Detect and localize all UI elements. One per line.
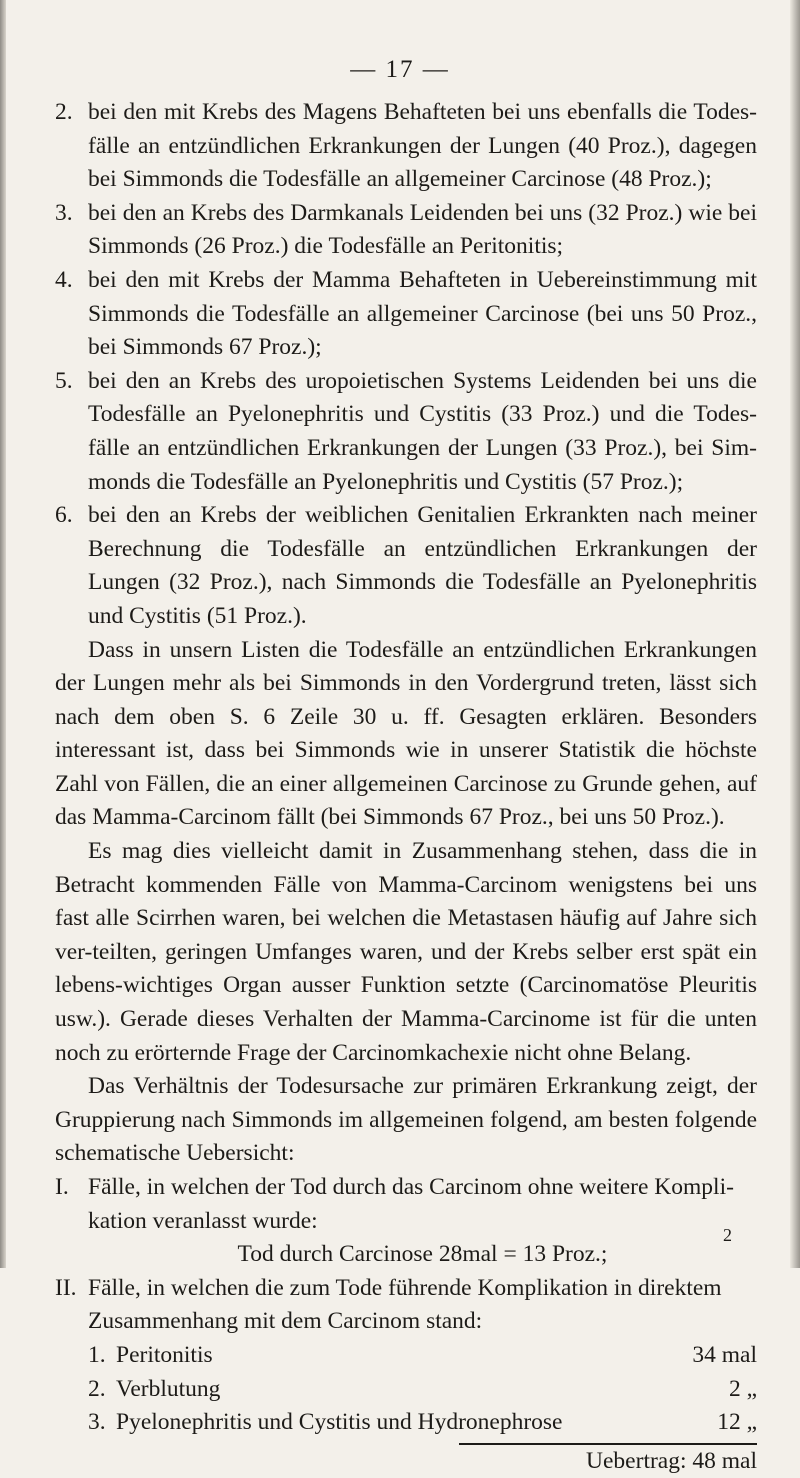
item-text: bei den an Krebs des uropoietischen Systems Leidenden bei uns die Todesfälle an Pyelonephritis und Cystitis (33 Proz.) und die Todes-fälle an entzündlichen Erkrankungen der Lungen (33 Proz.), bei Sim-monds die Todesfälle an Pyelonephritis und Cystitis (57 Proz.);	[88, 367, 757, 495]
row-value: 2 „	[728, 1375, 757, 1402]
list-item	[55, 96, 757, 197]
row-value: 12 „	[717, 1409, 757, 1436]
section-text: Fälle, in welchen der Tod durch das Carcinom ohne weitere Kompli-kation veranlasst wurde:	[88, 1174, 734, 1234]
row-number: 3.	[88, 1409, 106, 1436]
paragraph: Das Verhältnis der Todesursache zur primären Erkrankung zeigt, der Gruppierung nach Simmonds im allgemeinen folgend, am besten folgende schematische Uebersicht:	[55, 1073, 757, 1167]
paragraph: Dass in unsern Listen die Todesfälle an entzündlichen Erkrankungen der Lungen mehr als bei Simmonds in den Vordergrund treten, lässt sich nach dem oben S. 6 Zeile 30 u. ff. Gesagten erklären. Besonders interessant ist, dass bei Simmonds wie in unserer Statistik die höchste Zahl von Fällen, die an einer allgemeinen Carcinose zu Grunde gehen, auf das Mamma-Carcinom fällt (bei Simmonds 67 Proz., bei uns 50 Proz.).	[55, 636, 757, 831]
section-number: I.	[55, 1174, 69, 1200]
list-item	[55, 365, 757, 499]
item-text: bei den mit Krebs des Magens Behafteten bei uns ebenfalls die Todes-fälle an entzündlichen Erkrankungen der Lungen (40 Proz.), dagegen bei Simmonds die Todesfälle an allgemeiner Carcinose (48 Proz.);	[88, 99, 757, 193]
signature-mark: 2	[723, 1225, 732, 1245]
item-number: 2.	[55, 99, 73, 125]
item-text: bei den an Krebs des Darmkanals Leidenden bei uns (32 Proz.) wie bei Simmonds (26 Proz.) die Todesfälle an Peritonitis;	[88, 199, 757, 260]
list-item	[55, 197, 757, 264]
item-number: 3.	[55, 199, 73, 226]
item-number: 6.	[55, 502, 73, 529]
item-text: bei den an Krebs der weiblichen Genitalien Erkrankten nach meiner Berechnung die Todesfälle an entzündlichen Erkrankungen der Lungen (32 Proz.), nach Simmonds die Todesfälle an Pyelonephritis und Cystitis (51 Proz.).	[88, 502, 757, 629]
list-item	[55, 264, 757, 365]
complication-row	[55, 1339, 757, 1373]
complication-row	[55, 1406, 757, 1440]
row-label: Pyelonephritis und Cystitis und Hydronephrose	[116, 1409, 563, 1436]
row-value: 34 mal	[692, 1341, 757, 1368]
list-item	[55, 499, 757, 633]
item-number: 5.	[55, 367, 73, 394]
page-outer-edge	[790, 0, 800, 1268]
row-number: 2.	[88, 1375, 106, 1402]
page-binding-edge	[0, 0, 6, 1268]
section-text: Fälle, in welchen die zum Tode führende Komplikation in direktem Zusammenhang mit dem Carcinom stand:	[88, 1274, 722, 1335]
item-number: 4.	[55, 266, 73, 293]
section-two	[55, 1272, 757, 1339]
row-label: Peritonitis	[116, 1341, 213, 1368]
item-text: bei den mit Krebs der Mamma Behafteten in Uebereinstimmung mit Simmonds die Todesfälle an allgemeiner Carcinose (bei uns 50 Proz., bei Simmonds 67 Proz.);	[88, 266, 757, 361]
carry-over-total: Uebertrag: 48 mal	[586, 1447, 757, 1474]
page-body	[55, 96, 757, 1478]
section-number: II.	[55, 1274, 77, 1301]
row-label: Verblutung	[116, 1375, 221, 1402]
row-number: 1.	[88, 1341, 106, 1368]
paragraph: Es mag dies vielleicht damit in Zusammenhang stehen, dass die in Betracht kommenden Fälle von Mamma-Carcinom wenigstens bei uns fast alle Scirrhen waren, bei welchen die Metastasen häufig auf Jahre sich ver-teilten, geringen Umfanges waren, und der Krebs selber erst spät ein lebens-wichtiges Organ ausser Funktion setzte (Carcinomatöse Pleuritis usw.). Gerade dieses Verhalten der Mamma-Carcinome ist für die unten noch zu erörternde Frage der Carcinomkachexie nicht ohne Belang.	[55, 838, 757, 1066]
section-summary: Tod durch Carcinose 28mal = 13 Proz.;	[237, 1241, 608, 1268]
page-number-header: — 17 —	[350, 56, 450, 83]
section-one	[55, 1171, 757, 1238]
complication-row	[55, 1373, 757, 1407]
